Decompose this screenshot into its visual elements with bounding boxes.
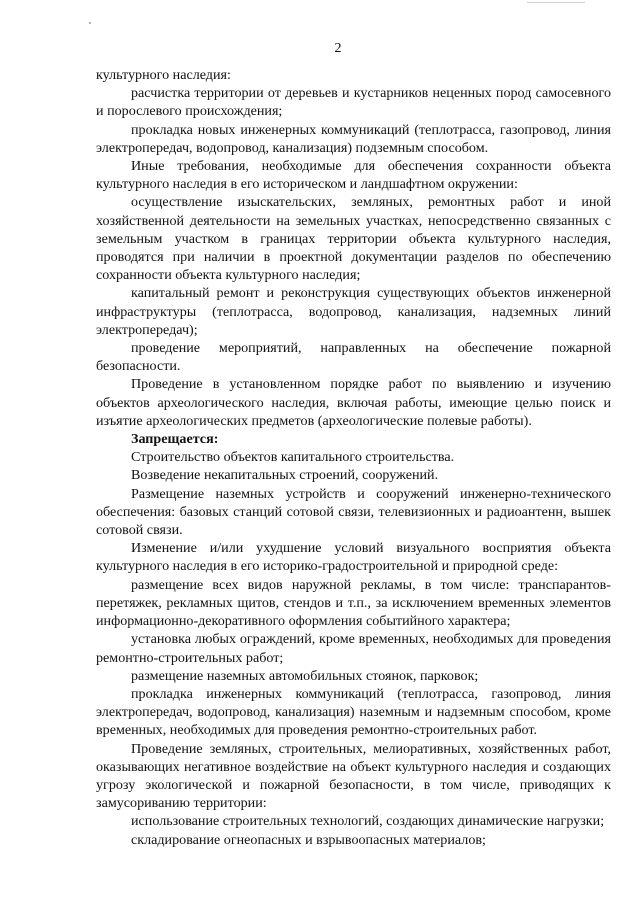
paragraph: расчистка территории от деревьев и кустарников неценных пород самосевного и порослевого происхождения; bbox=[96, 85, 611, 120]
paragraph: складирование огнеопасных и взрывоопасных материалов; bbox=[131, 831, 486, 848]
paragraph: Строительство объектов капитального строительства. bbox=[131, 449, 455, 466]
paragraph: Возведение некапитальных строений, сооружений. bbox=[131, 467, 439, 484]
paragraph: прокладка новых инженерных коммуникаций (теплотрасса, газопровод, линия электропередач, водопровод, канализация) подземным способом. bbox=[96, 121, 611, 156]
paragraph: размещение наземных автомобильных стоянок, парковок; bbox=[131, 667, 479, 684]
paragraph: Размещение наземных устройств и сооружений инженерно-технического обеспечения: базовых станций сотовой связи, телевизионных и радиоантенн, вышек сотовой связи. bbox=[96, 485, 611, 539]
paragraph: размещение всех видов наружной рекламы, в том числе: транспарантов-перетяжек, рекламных щитов, стендов и т.п., за исключением временных элементов информационно-декоративного оформления событийного характера; bbox=[96, 576, 611, 630]
section-heading-paragraph bbox=[96, 430, 611, 448]
paragraph: капитальный ремонт и реконструкция существующих объектов инженерной инфраструктуры (теплотрасса, водопровод, канализация, надземных линий электропередач); bbox=[96, 285, 611, 338]
scan-speck bbox=[89, 22, 91, 24]
paragraph: осуществление изыскательских, земляных, ремонтных работ и иной хозяйственной деятельности на земельных участках, непосредственно связанных с земельным участком в границах территории объекта культурного наследия, проводятся при наличии в проектной документации разделов по обеспечению сохранности объекта культурного наследия; bbox=[96, 194, 611, 284]
document-body bbox=[96, 66, 611, 849]
paragraph: Проведение земляных, строительных, мелиоративных, хозяйственных работ, оказывающих негативное воздействие на объект культурного наследия и создающих угрозу экологической и пожарной безопасности, в том числе, приводящих к замусориванию территории: bbox=[96, 740, 611, 812]
page-number: 2 bbox=[334, 41, 342, 56]
paragraph: Изменение и/или ухудшение условий визуального восприятия объекта культурного наследия в его историко-градостроительной и природной среде: bbox=[96, 540, 611, 575]
paragraph: Проведение в установленном порядке работ по выявлению и изучению объектов археологического наследия, включая работы, имеющие целью поиск и изъятие археологических предметов (археологические полевые работы). bbox=[96, 376, 611, 429]
paragraph: установка любых ограждений, кроме временных, необходимых для проведения ремонтно-строительных работ; bbox=[96, 631, 611, 666]
paragraph: использование строительных технологий, создающих динамические нагрузки; bbox=[131, 813, 605, 830]
section-heading: Запрещается: bbox=[131, 431, 219, 448]
paragraph: прокладка инженерных коммуникаций (теплотрасса, газопровод, линия электропередач, водопровод, канализация) наземным и надземным способом, кроме временных, необходимых для проведения ремонтно-строительных работ. bbox=[96, 685, 611, 739]
paragraph: культурного наследия: bbox=[96, 67, 231, 83]
scan-edge-line bbox=[527, 2, 585, 3]
paragraph: проведение мероприятий, направленных на обеспечение пожарной безопасности. bbox=[96, 340, 611, 375]
paragraph: Иные требования, необходимые для обеспечения сохранности объекта культурного наследия в его историческом и ландшафтном окружении: bbox=[96, 158, 611, 193]
